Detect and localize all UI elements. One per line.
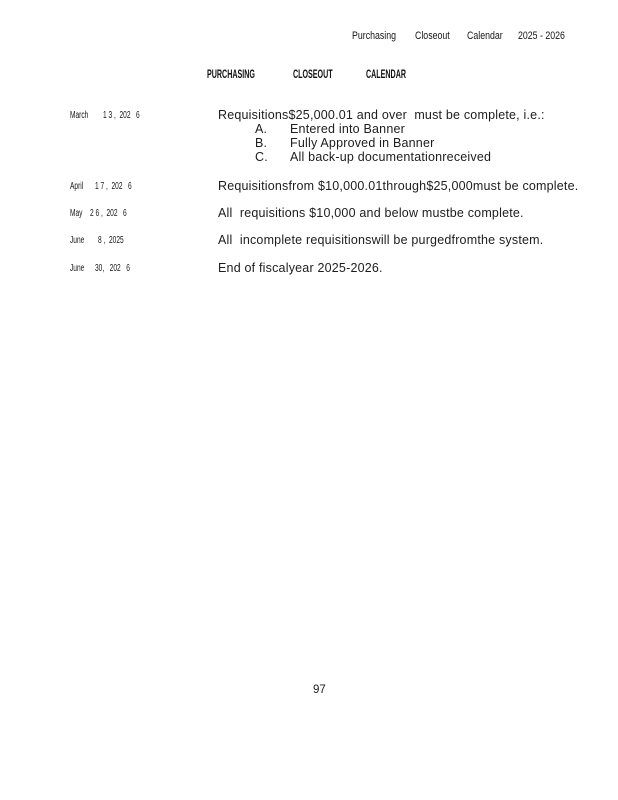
running-header-word: Closeout bbox=[415, 30, 450, 42]
entry-month: April bbox=[70, 181, 84, 192]
entry-text: Requisitionsfrom $10,000.01through$25,000must be complete. bbox=[218, 179, 579, 193]
running-header-word: Calendar bbox=[467, 30, 503, 42]
entry-month: May bbox=[70, 208, 83, 219]
running-header-word: - 2026 bbox=[540, 30, 565, 42]
subitem-text: Entered into Banner bbox=[290, 122, 405, 136]
entry-date: 1 3 , 202 6 bbox=[103, 110, 140, 121]
entry-date: 2 6 , 202 6 bbox=[90, 208, 127, 219]
page-title-word: CALENDAR bbox=[366, 69, 407, 81]
entry-date: 30, 202 6 bbox=[95, 263, 130, 274]
entry-text: Requisitions$25,000.01 and over must be complete, i.e.: bbox=[218, 108, 545, 122]
subitem-marker: A. bbox=[255, 122, 268, 136]
page-title-word: PURCHASING bbox=[207, 69, 255, 81]
entry-month: June bbox=[70, 235, 85, 246]
subitem-marker: B. bbox=[255, 136, 268, 150]
subitem-text: Fully Approved in Banner bbox=[290, 136, 435, 150]
page-title-word: CLOSEOUT bbox=[293, 69, 333, 81]
entry-date: 8 , 2025 bbox=[98, 235, 124, 246]
entry-text: All incomplete requisitionswill be purgedfromthe system. bbox=[218, 233, 544, 247]
entry-text: All requisitions $10,000 and below mustbe complete. bbox=[218, 206, 524, 220]
entry-month: June bbox=[70, 263, 85, 274]
running-header-word: 2025 bbox=[518, 30, 538, 42]
running-header-word: Purchasing bbox=[352, 30, 397, 42]
subitem-text: All back-up documentationreceived bbox=[290, 150, 492, 164]
subitem-marker: C. bbox=[255, 150, 268, 164]
page-number: 97 bbox=[313, 684, 326, 696]
entry-text: End of fiscalyear 2025-2026. bbox=[218, 261, 383, 275]
entry-month: March bbox=[70, 110, 89, 121]
entry-date: 1 7 , 202 6 bbox=[95, 181, 132, 192]
